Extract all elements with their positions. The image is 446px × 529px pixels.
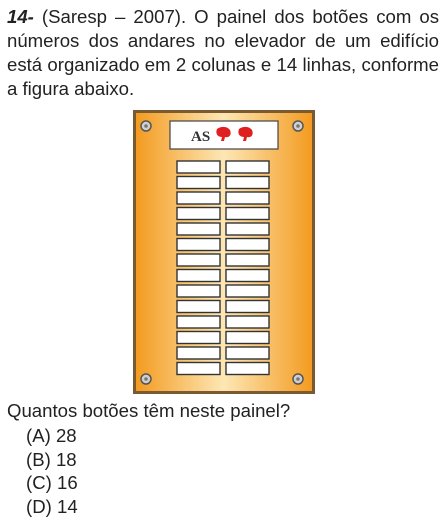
sign-label: AS — [191, 129, 211, 145]
screw-icon-bottom-left — [141, 374, 151, 384]
elevator-button-c2-r7 — [226, 254, 269, 266]
elevator-button-c2-r13 — [226, 347, 269, 359]
elevator-button-c1-r9 — [177, 285, 220, 297]
elevator-button-c1-r3 — [177, 192, 220, 204]
elevator-button-c2-r4 — [226, 208, 269, 220]
option-c[interactable]: (C) 16 — [26, 472, 78, 493]
elevator-panel-figure — [133, 110, 315, 394]
panel-plate — [135, 112, 314, 393]
elevator-button-c2-r3 — [226, 192, 269, 204]
option-d[interactable]: (D) 14 — [26, 495, 78, 517]
elevator-button-c1-r2 — [177, 177, 220, 189]
question-number: 14- — [7, 6, 34, 27]
screw-icon-top-left — [141, 121, 151, 131]
elevator-button-c1-r4 — [177, 208, 220, 220]
elevator-button-c1-r8 — [177, 270, 220, 282]
elevator-button-c1-r6 — [177, 239, 220, 251]
elevator-button-c1-r14 — [177, 363, 220, 375]
elevator-button-c1-r13 — [177, 347, 220, 359]
answer-options — [26, 424, 78, 518]
elevator-button-c1-r7 — [177, 254, 220, 266]
option-b[interactable]: (B) 18 — [26, 448, 77, 470]
elevator-button-c2-r2 — [226, 177, 269, 189]
elevator-button-c2-r6 — [226, 239, 269, 251]
elevator-button-c1-r11 — [177, 316, 220, 328]
screw-icon-top-right — [293, 121, 303, 131]
elevator-button-c2-r11 — [226, 316, 269, 328]
question-intro — [7, 5, 439, 101]
elevator-button-c2-r1 — [226, 161, 269, 173]
elevator-button-c2-r5 — [226, 223, 269, 235]
elevator-button-c2-r8 — [226, 270, 269, 282]
elevator-button-c2-r10 — [226, 301, 269, 313]
elevator-button-c1-r1 — [177, 161, 220, 173]
elevator-button-c2-r14 — [226, 363, 269, 375]
elevator-button-c2-r9 — [226, 285, 269, 297]
option-a[interactable]: (A) 28 — [26, 425, 77, 446]
elevator-button-c1-r10 — [177, 301, 220, 313]
elevator-button-c1-r12 — [177, 332, 220, 344]
elevator-button-c2-r12 — [226, 332, 269, 344]
elevator-button-c1-r5 — [177, 223, 220, 235]
screw-icon-bottom-right — [293, 374, 303, 384]
question-prompt: Quantos botões têm neste painel? — [7, 400, 291, 421]
question-intro-text: (Saresp – 2007). O painel dos botões com os números dos andares no elevador de um edifício está organizado em 2 colunas e 14 linhas, conforme a figura abaixo. — [7, 6, 439, 99]
